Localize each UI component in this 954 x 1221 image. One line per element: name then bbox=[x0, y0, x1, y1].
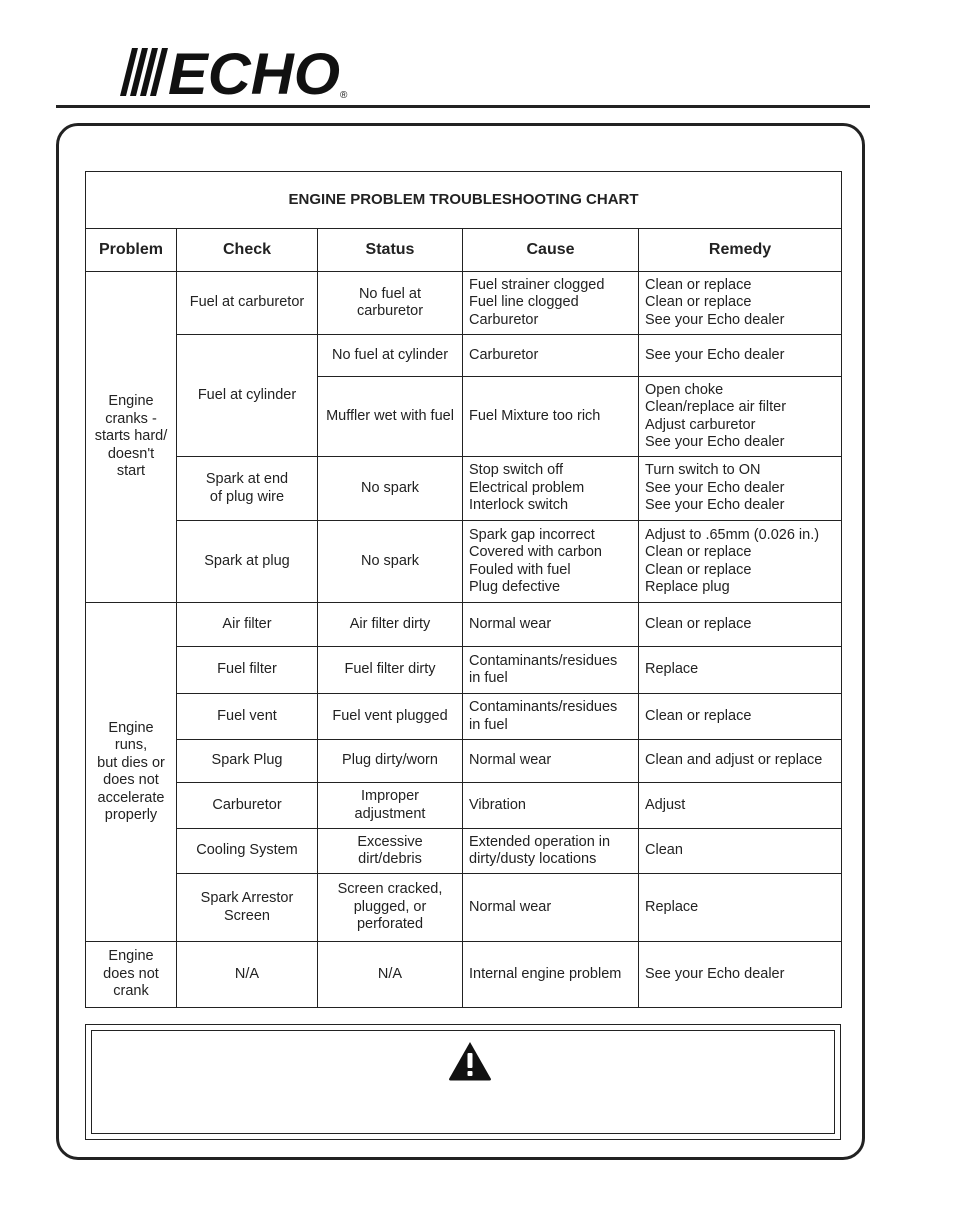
cause-cell: Vibration bbox=[463, 783, 639, 829]
check-cell: N/A bbox=[177, 942, 318, 1008]
remedy-cell: Replace bbox=[639, 874, 842, 942]
warning-box bbox=[85, 1024, 841, 1140]
check-cell: Spark Arrestor Screen bbox=[177, 874, 318, 942]
status-cell: Excessive dirt/debris bbox=[318, 829, 463, 874]
column-header-problem: Problem bbox=[86, 229, 177, 272]
cause-cell: Normal wear bbox=[463, 874, 639, 942]
remedy-cell: Clean or replace bbox=[639, 694, 842, 740]
table-row bbox=[86, 740, 842, 783]
status-cell: Plug dirty/worn bbox=[318, 740, 463, 783]
table-row bbox=[86, 694, 842, 740]
troubleshooting-chart bbox=[85, 171, 842, 1008]
check-cell: Spark at end of plug wire bbox=[177, 457, 318, 521]
status-cell: No fuel at carburetor bbox=[318, 272, 463, 335]
table-row bbox=[86, 521, 842, 603]
status-cell: No spark bbox=[318, 521, 463, 603]
table-row bbox=[86, 647, 842, 694]
column-header-check: Check bbox=[177, 229, 318, 272]
status-cell: Fuel filter dirty bbox=[318, 647, 463, 694]
chart-title: ENGINE PROBLEM TROUBLESHOOTING CHART bbox=[86, 172, 842, 229]
remedy-cell: Open choke Clean/replace air filter Adjust carburetor See your Echo dealer bbox=[639, 377, 842, 457]
problem-cell: Engine does not crank bbox=[86, 942, 177, 1008]
status-cell: Muffler wet with fuel bbox=[318, 377, 463, 457]
remedy-cell: Turn switch to ON See your Echo dealer See your Echo dealer bbox=[639, 457, 842, 521]
check-cell: Cooling System bbox=[177, 829, 318, 874]
check-cell: Air filter bbox=[177, 603, 318, 647]
table-row bbox=[86, 272, 842, 335]
status-cell: Air filter dirty bbox=[318, 603, 463, 647]
status-cell: No spark bbox=[318, 457, 463, 521]
cause-cell: Contaminants/residues in fuel bbox=[463, 694, 639, 740]
check-cell: Spark Plug bbox=[177, 740, 318, 783]
check-cell: Fuel at carburetor bbox=[177, 272, 318, 335]
check-cell: Fuel filter bbox=[177, 647, 318, 694]
status-cell: Screen cracked, plugged, or perforated bbox=[318, 874, 463, 942]
cause-cell: Fuel Mixture too rich bbox=[463, 377, 639, 457]
check-cell: Fuel vent bbox=[177, 694, 318, 740]
remedy-cell: See your Echo dealer bbox=[639, 335, 842, 377]
column-header-status: Status bbox=[318, 229, 463, 272]
remedy-cell: Clean and adjust or replace bbox=[639, 740, 842, 783]
remedy-cell: Clean bbox=[639, 829, 842, 874]
table-row bbox=[86, 829, 842, 874]
column-header-cause: Cause bbox=[463, 229, 639, 272]
cause-cell: Fuel strainer clogged Fuel line clogged Carburetor bbox=[463, 272, 639, 335]
remedy-cell: Clean or replace bbox=[639, 603, 842, 647]
problem-cell: Engine runs, but dies or does not accelerate properly bbox=[86, 603, 177, 942]
remedy-cell: Clean or replace Clean or replace See your Echo dealer bbox=[639, 272, 842, 335]
cause-cell: Stop switch off Electrical problem Interlock switch bbox=[463, 457, 639, 521]
remedy-cell: Adjust to .65mm (0.026 in.) Clean or replace Clean or replace Replace plug bbox=[639, 521, 842, 603]
table-row bbox=[86, 942, 842, 1008]
table-row bbox=[86, 603, 842, 647]
cause-cell: Spark gap incorrect Covered with carbon Fouled with fuel Plug defective bbox=[463, 521, 639, 603]
status-cell: N/A bbox=[318, 942, 463, 1008]
registered-mark: ® bbox=[340, 90, 348, 100]
status-cell: Fuel vent plugged bbox=[318, 694, 463, 740]
header-rule bbox=[56, 105, 870, 108]
cause-cell: Normal wear bbox=[463, 740, 639, 783]
status-cell: No fuel at cylinder bbox=[318, 335, 463, 377]
warning-box-inner bbox=[91, 1030, 835, 1134]
cause-cell: Normal wear bbox=[463, 603, 639, 647]
check-cell: Spark at plug bbox=[177, 521, 318, 603]
cause-cell: Extended operation in dirty/dusty locations bbox=[463, 829, 639, 874]
logo-wordmark: ECHO bbox=[168, 44, 340, 100]
warning-triangle-icon bbox=[448, 1041, 492, 1081]
check-cell: Carburetor bbox=[177, 783, 318, 829]
table-row bbox=[86, 783, 842, 829]
remedy-cell: Adjust bbox=[639, 783, 842, 829]
table-row bbox=[86, 874, 842, 942]
remedy-cell: Replace bbox=[639, 647, 842, 694]
cause-cell: Internal engine problem bbox=[463, 942, 639, 1008]
column-header-remedy: Remedy bbox=[639, 229, 842, 272]
cause-cell: Contaminants/residues in fuel bbox=[463, 647, 639, 694]
problem-cell: Engine cranks - starts hard/ doesn't start bbox=[86, 272, 177, 603]
remedy-cell: See your Echo dealer bbox=[639, 942, 842, 1008]
echo-logo bbox=[118, 44, 353, 100]
cause-cell: Carburetor bbox=[463, 335, 639, 377]
status-cell: Improper adjustment bbox=[318, 783, 463, 829]
table-row bbox=[86, 457, 842, 521]
table-row bbox=[86, 335, 842, 377]
check-cell: Fuel at cylinder bbox=[177, 335, 318, 457]
